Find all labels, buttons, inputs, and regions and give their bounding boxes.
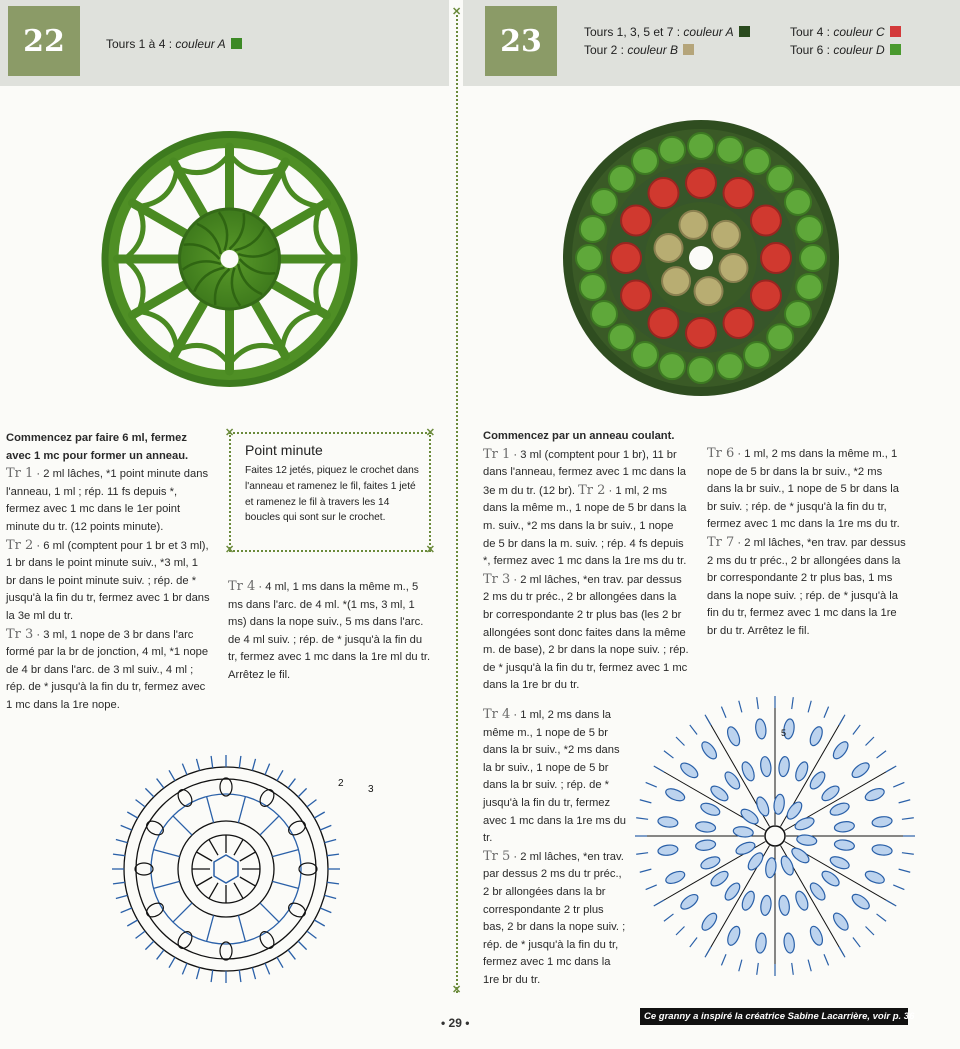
stitch-mark <box>793 815 815 832</box>
stitch-mark <box>220 942 232 960</box>
divider-cross-top: ✕ <box>452 6 462 18</box>
puff-stitch <box>688 357 714 383</box>
stitch-mark <box>824 707 829 718</box>
stitch-mark <box>654 900 664 906</box>
puff-stitch <box>785 189 811 215</box>
intro-text: Commencez par faire 6 ml, fermez avec 1 mc pour former un anneau. <box>6 432 189 462</box>
legend-color-label: couleur D <box>833 43 885 57</box>
row-instruction: Tr 7 · 2 ml lâches, *en trav. par dessus 2 ms du tr préc., 2 br allongées dans la br correspondante 2 tr plus bas, 1 ms dans la nope suiv. ; rép. de * jusqu'à la fin du tr, fermez avec 1 mc dans la 1re br du tr. Arrêtez le fil. <box>707 534 906 637</box>
stitch-mark <box>288 779 295 789</box>
stitch-mark <box>145 788 153 796</box>
stitch-mark <box>116 895 128 898</box>
stitch-mark <box>327 854 339 856</box>
stitch-mark <box>136 800 146 807</box>
stitch-mark <box>755 718 768 739</box>
stitch-mark <box>175 929 194 951</box>
stitch-mark <box>839 947 845 957</box>
stitch-mark <box>127 920 137 926</box>
stitch-mark <box>144 900 166 919</box>
stitch-mark <box>209 840 218 856</box>
legend-prefix: Tours 1, 3, 5 et 7 : <box>584 25 684 39</box>
stitch-mark <box>314 920 324 926</box>
stitch-mark <box>175 787 194 809</box>
stitch-mark <box>127 812 137 818</box>
stitch-mark <box>252 759 255 771</box>
pattern-22-instructions-col2 <box>228 578 434 685</box>
stitch-mark <box>699 911 719 933</box>
puff-stitch <box>724 178 754 208</box>
stitch-mark <box>899 800 911 803</box>
stitch-mark <box>664 914 674 921</box>
puff-stitch <box>744 148 770 174</box>
color-swatch-a <box>739 26 750 37</box>
stitch-mark <box>113 854 125 856</box>
page-number-value: 29 <box>448 1016 462 1030</box>
puff-stitch <box>796 216 822 242</box>
row-text: 2 ml lâches, *1 point minute dans l'anneau, 1 ml ; rép. 11 fs depuis *, fermez avec 1 mc dans le 1er point minute du tr. (12 points minute). <box>6 468 209 533</box>
puff-stitch <box>751 206 781 236</box>
row-label: Tr 4 <box>228 579 256 594</box>
puff-stitch <box>744 342 770 368</box>
stitch-mark <box>778 756 791 777</box>
puff-stitch <box>621 281 651 311</box>
stitch-mark <box>820 869 842 889</box>
puff-stitch <box>686 318 716 348</box>
puff-stitch <box>724 308 754 338</box>
stitch-mark <box>886 900 896 906</box>
color-legend-a <box>584 25 750 39</box>
puff-stitch <box>761 243 791 273</box>
stitch-mark <box>314 812 324 818</box>
stitch-mark <box>209 883 218 899</box>
stitch-mark <box>808 701 811 713</box>
stitch-mark <box>690 938 697 948</box>
stitch-mark <box>792 963 794 975</box>
row-text: 6 ml (comptent pour 1 br et 3 ml), 1 br dans le point minute suiv., *3 ml, 1 br dans le point minute suiv. ; rép. de * jusqu'à la fin du tr, fermez avec 1 br dans la 3e ml du tr. <box>6 539 210 622</box>
stitch-mark <box>808 769 828 791</box>
puff-stitch <box>580 216 606 242</box>
row-label: Tr 2 <box>578 482 606 498</box>
diagram-label: 2 <box>338 778 344 789</box>
stitch-mark <box>820 783 842 803</box>
stitch-mark <box>831 911 851 933</box>
stitch-mark <box>872 844 893 857</box>
stitch-mark <box>690 725 697 735</box>
stitch-mark <box>636 818 648 820</box>
stitch-mark <box>196 968 199 980</box>
stitch-mark <box>157 950 164 960</box>
stitch-mark <box>834 821 855 834</box>
stitch-mark <box>272 881 298 888</box>
stitch-mark <box>695 839 716 852</box>
puff-stitch <box>576 245 602 271</box>
puff-stitch <box>580 274 606 300</box>
row-label: Tr 3 <box>483 571 511 587</box>
stitch-mark <box>135 863 153 875</box>
stitch-mark <box>902 853 914 855</box>
row-instruction: Tr 5 · 2 ml lâches, *en trav. par dessus 2 ms du tr préc., 2 br allongées dans la br correspondante 2 tr plus bas, 2 br dans la nope suiv. ; rép. de * jusqu'à la fin du tr, fermez avec 1 mc dans la 1re br du tr. <box>483 848 626 986</box>
stitch-mark <box>636 853 648 855</box>
stitch-mark <box>207 915 214 941</box>
stitch-diagram-23 <box>630 690 920 982</box>
stitch-mark <box>757 963 759 975</box>
puff-stitch <box>695 277 723 305</box>
stitch-mark <box>709 869 731 889</box>
puff-stitch <box>621 206 651 236</box>
stitch-mark <box>808 725 825 747</box>
stitch-mark <box>705 947 711 957</box>
tip-text: Faites 12 jetés, piquez le crochet dans l'anneau et ramenez le fil, faites 1 jeté et ramenez le fil à travers les 14 boucles qui sont sur le crochet. <box>245 465 419 524</box>
tip-corner-cross: ✕ <box>425 427 435 439</box>
stitch-mark <box>169 770 175 780</box>
page-number: • 29 • <box>441 1016 470 1030</box>
puff-stitch <box>649 178 679 208</box>
stitch-mark <box>173 903 192 922</box>
puff-stitch <box>712 221 740 249</box>
stitch-mark <box>265 764 270 775</box>
pattern-23-instructions-col1 <box>483 428 689 695</box>
stitch-mark <box>239 970 241 982</box>
stitch-mark <box>196 759 199 771</box>
puff-stitch <box>662 267 690 295</box>
puff-stitch <box>591 189 617 215</box>
stitch-mark <box>211 970 213 982</box>
stitch-mark <box>307 800 317 807</box>
stitch-mark <box>238 915 245 941</box>
pattern-23-instructions-col1b <box>483 706 627 990</box>
row-instruction: Tr 3 · 3 ml, 1 nope de 3 br dans l'arc formé par la br de jonction, 4 ml, *1 nope de 4 br dans l'arc. de 3 ml suiv., 4 ml ; rép. de * jusqu'à la fin du tr, fermez avec 1 mc dans la 1re nope. <box>6 626 209 711</box>
stitch-mark <box>721 954 726 965</box>
stitch-mark <box>325 895 337 898</box>
puff-stitch <box>655 234 683 262</box>
puff-stitch <box>632 342 658 368</box>
stitch-mark <box>864 786 886 803</box>
stitch-mark <box>722 881 742 903</box>
row-instruction: Tr 3 · 2 ml lâches, *en trav. par dessus 2 ms du tr préc., 2 br allongées dans la br correspondante 2 tr plus bas (les 2 br allongées sont donc faites dans la même m. de base), 2 br dans la nope suiv. ; rép. de * jusqu'à la fin du tr, fermez avec 1 mc dans la 1re br du tr. <box>483 571 689 692</box>
stitch-mark <box>708 783 730 803</box>
stitch-mark <box>678 760 700 780</box>
puff-stitch <box>659 353 685 379</box>
stitch-mark <box>207 797 214 823</box>
stitch-mark <box>678 892 700 912</box>
stitch-mark <box>893 782 904 787</box>
row-label: Tr 3 <box>6 626 34 642</box>
row-text: 2 ml lâches, *en trav. par dessus 2 ms du tr préc., 2 br allongées dans la br correspondante 2 tr plus bas, 1 ms dans la nope suiv. ; rép. de * jusqu'à la fin du tr, fermez avec 1 mc dans la 1re br du tr. Arrêtez le fil. <box>707 536 906 637</box>
row-label: Tr 7 <box>707 534 735 550</box>
stitch-mark <box>676 927 684 935</box>
stitch-mark <box>239 756 241 768</box>
stitch-mark <box>722 770 742 792</box>
puff-stitch <box>767 166 793 192</box>
legend-prefix: Tour 6 : <box>790 43 834 57</box>
stitch-mark <box>197 852 213 861</box>
stitch-mark <box>808 881 828 903</box>
color-legend-b <box>584 43 694 57</box>
stitch-mark <box>657 844 678 857</box>
stitch-mark <box>197 877 213 886</box>
granny-23-photo <box>560 116 842 400</box>
puff-stitch <box>659 137 685 163</box>
stitch-mark <box>640 800 652 803</box>
puff-stitch <box>717 137 743 163</box>
legend-prefix: Tour 4 : <box>790 25 834 39</box>
puff-stitch <box>591 301 617 327</box>
stitch-mark <box>721 707 726 718</box>
stitch-mark <box>211 756 213 768</box>
stitch-mark <box>725 725 742 747</box>
row-text: 2 ml lâches, *en trav. par dessus 2 ms du tr préc., 2 br allongées dans la br correspondante 2 tr plus bas (les 2 br allongées sont donc faites dans la même m. de base), 2 br dans la nope suiv. ; rép. de * jusqu'à la fin du tr, fermez avec 1 mc dans la 1re br du tr. <box>483 573 689 692</box>
stitch-mark <box>257 929 276 951</box>
stitch-mark <box>327 882 339 884</box>
row-label: Tr 5 <box>483 848 511 864</box>
stitch-mark <box>824 954 829 965</box>
tip-box-point-minute <box>225 427 435 556</box>
stitch-mark <box>173 816 192 835</box>
stitch-mark <box>902 818 914 820</box>
stitch-mark <box>182 764 187 775</box>
stitch-mark <box>739 960 742 972</box>
row-text: 2 ml lâches, *en trav. par dessus 2 ms du tr préc., 2 br allongées dans la br correspondante 2 tr plus bas, 2 br dans la nope suiv. ; rép. de * jusqu'à la fin du tr, fermez avec 1 mc dans la 1re br du tr. <box>483 850 626 986</box>
stitch-mark <box>265 963 270 974</box>
stitch-mark <box>154 881 180 888</box>
stitch-mark <box>808 960 811 972</box>
legend-prefix: Tour 2 : <box>584 43 628 57</box>
stitch-mark <box>238 797 245 823</box>
stitch-mark <box>695 821 716 834</box>
stitch-mark <box>154 850 180 857</box>
page-divider <box>456 10 458 993</box>
stitch-mark <box>760 895 773 916</box>
row-instruction: Tr 2 · 6 ml (comptent pour 1 br et 3 ml), 1 br dans le point minute suiv., *3 ml, 1 br dans le point minute suiv. ; rép. de * jusqu'à la fin du tr, fermez avec 1 br dans la 3e ml du tr. <box>6 537 210 622</box>
stitch-mark <box>240 877 256 886</box>
stitch-mark <box>853 725 860 735</box>
puff-stitch <box>717 353 743 379</box>
pattern-number-23: 23 <box>485 6 557 76</box>
tip-corner-cross: ✕ <box>425 544 435 556</box>
stitch-mark <box>277 770 283 780</box>
puff-stitch <box>767 324 793 350</box>
row-text: 4 ml, 1 ms dans la même m., 5 ms dans l'arc. de 4 ml. *(1 ms, 3 ml, 1 ms) dans la nope suiv., 5 ms dans l'arc. de 4 ml suiv. ; rép. de * jusqu'à la fin du tr, fermez avec 1 mc dans la 1re ml du tr. Arrêtez le fil. <box>228 581 431 681</box>
stitch-mark <box>157 779 164 789</box>
stitch-mark <box>676 737 684 745</box>
stitch-mark <box>144 818 166 837</box>
stitch-mark <box>877 914 887 921</box>
stitch-mark <box>260 816 279 835</box>
row-label: Tr 6 <box>707 446 735 461</box>
legend-color-label: couleur A <box>683 25 734 39</box>
tip-corner-cross: ✕ <box>225 544 235 556</box>
puff-stitch <box>649 308 679 338</box>
color-legend-c <box>790 25 901 39</box>
stitch-mark <box>725 925 742 947</box>
stitch-mark <box>288 950 295 960</box>
stitch-mark <box>757 697 759 709</box>
stitch-mark <box>320 825 331 830</box>
stitch-mark <box>779 854 796 876</box>
stitch-diagram-22 <box>104 738 374 1000</box>
row-label: Tr 1 <box>483 446 511 462</box>
tip-corner-cross: ✕ <box>225 427 235 439</box>
stitch-mark <box>298 941 306 949</box>
color-legend-d <box>790 43 901 57</box>
color-swatch-d <box>890 44 901 55</box>
stitch-mark <box>299 863 317 875</box>
legend-prefix: Tours 1 à 4 : <box>106 37 176 51</box>
stitch-mark <box>234 883 243 899</box>
diagram-label: 5 <box>781 728 787 738</box>
row-label: Tr 2 <box>6 537 34 553</box>
stitch-mark <box>136 931 146 938</box>
puff-stitch <box>800 245 826 271</box>
stitch-mark <box>850 892 872 912</box>
stitch-mark <box>792 697 794 709</box>
color-legend-left <box>106 37 242 51</box>
stitch-mark <box>760 756 773 777</box>
row-instruction: Tr 4 · 4 ml, 1 ms dans la même m., 5 ms dans l'arc. de 4 ml. *(1 ms, 3 ml, 1 ms) dans la nope suiv., 5 ms dans l'arc. de 4 ml suiv. ; rép. de * jusqu'à la fin du tr, fermez avec 1 mc dans la 1re ml du tr. Arrêtez le fil. <box>228 579 431 681</box>
legend-color-label: couleur A <box>175 37 226 51</box>
stitch-mark <box>783 932 796 953</box>
stitch-mark <box>234 840 243 856</box>
puff-stitch <box>632 148 658 174</box>
stitch-mark <box>654 766 664 772</box>
stitch-mark <box>778 895 791 916</box>
stitch-mark <box>286 818 308 837</box>
row-text: 1 ml, 2 ms dans la même m., 1 nope de 5 br dans la br suiv., *2 ms dans la br suiv., 1 nope de 5 br dans la br suiv. ; rép. de * jusqu'à la fin du tr, fermez avec 1 mc dans la 1re ms du tr. <box>483 709 627 845</box>
stitch-mark <box>705 715 711 725</box>
figure-caption: Ce granny a inspiré la créatrice Sabine Lacarrière, voir p. 36 <box>640 1008 908 1025</box>
stitch-mark <box>664 869 686 886</box>
stitch-mark <box>121 908 132 913</box>
stitch-mark <box>113 882 125 884</box>
color-swatch-a <box>231 38 242 49</box>
pattern-23-instructions-col2 <box>707 445 907 641</box>
doily-22-photo <box>97 125 362 393</box>
tip-title: Point minute <box>245 442 323 458</box>
stitch-mark <box>657 816 678 829</box>
stitch-mark <box>640 869 652 872</box>
stitch-mark <box>169 957 175 967</box>
row-text: 1 ml, 2 ms dans la même m., 1 nope de 5 br dans la m. suiv., *2 ms dans la br suiv., 1 nope de 5 br dans la m. suiv. ; rép. 4 fs depuis *, fermez avec 1 mc dans la 1re ms du tr. <box>483 484 687 568</box>
stitch-mark <box>240 852 256 861</box>
pattern-22-instructions-col1 <box>6 430 210 715</box>
stitch-mark <box>866 737 874 745</box>
stitch-mark <box>739 701 742 713</box>
intro-text: Commencez par un anneau coulant. <box>483 430 675 442</box>
stitch-mark <box>755 933 768 954</box>
diagram-label: 3 <box>368 784 374 795</box>
stitch-mark <box>220 778 232 796</box>
stitch-mark <box>286 900 308 919</box>
stitch-mark <box>886 766 896 772</box>
stitch-mark <box>182 963 187 974</box>
legend-color-label: couleur B <box>627 43 679 57</box>
row-label: Tr 4 <box>483 707 511 722</box>
row-instruction: Tr 4 · 1 ml, 2 ms dans la même m., 1 nope de 5 br dans la br suiv., *2 ms dans la br suiv., 1 nope de 5 br dans la br suiv. ; rép. de * jusqu'à la fin du tr, fermez avec 1 mc dans la 1re ms du tr. <box>483 707 627 845</box>
stitch-mark <box>864 869 886 886</box>
stitch-mark <box>325 839 337 842</box>
stitch-mark <box>834 839 855 852</box>
stitch-mark <box>646 782 657 787</box>
stitch-mark <box>893 885 904 890</box>
puff-stitch <box>611 243 641 273</box>
color-swatch-c <box>890 26 901 37</box>
stitch-mark <box>871 816 892 829</box>
stitch-mark <box>866 927 874 935</box>
puff-stitch <box>796 274 822 300</box>
puff-stitch <box>609 166 635 192</box>
divider-cross-bottom: ✕ <box>452 984 462 996</box>
stitch-mark <box>260 903 279 922</box>
puff-stitch <box>785 301 811 327</box>
stitch-mark <box>257 787 276 809</box>
stitch-mark <box>121 825 132 830</box>
stitch-mark <box>116 839 128 842</box>
stitch-mark <box>699 739 719 761</box>
stitch-mark <box>298 788 306 796</box>
row-text: 3 ml, 1 nope de 3 br dans l'arc formé par la br de jonction, 4 ml, *1 nope de 4 br dans l'arc. de 3 ml suiv., 4 ml ; rép. de * jusqu'à la fin du tr, fermez avec 1 mc dans la 1re nope. <box>6 628 209 711</box>
stitch-mark <box>307 931 317 938</box>
pattern-number-22: 22 <box>8 6 80 76</box>
row-label: Tr 1 <box>6 466 34 482</box>
stitch-mark <box>853 938 860 948</box>
puff-stitch <box>686 168 716 198</box>
stitch-mark <box>252 968 255 980</box>
stitch-mark <box>839 715 845 725</box>
stitch-mark <box>808 925 825 947</box>
puff-stitch <box>679 211 707 239</box>
legend-color-label: couleur C <box>833 25 885 39</box>
puff-stitch <box>751 281 781 311</box>
puff-stitch <box>719 254 747 282</box>
stitch-mark <box>734 840 756 857</box>
row-instruction: Tr 6 · 1 ml, 2 ms dans la même m., 1 nope de 5 br dans la br suiv., *2 ms dans la br suiv., 1 nope de 5 br dans la br suiv. ; rép. de * jusqu'à la fin du tr, fermez avec 1 mc dans la 1re ms du tr. <box>707 446 900 531</box>
stitch-mark <box>899 869 911 872</box>
stitch-mark <box>664 751 674 758</box>
stitch-mark <box>754 795 771 817</box>
color-swatch-b <box>683 44 694 55</box>
puff-stitch <box>609 324 635 350</box>
row-instruction: Tr 1 · 2 ml lâches, *1 point minute dans l'anneau, 1 ml ; rép. 11 fs depuis *, fermez avec 1 mc dans le 1er point minute du tr. (12 points minute). <box>6 466 209 533</box>
stitch-mark <box>877 751 887 758</box>
row-instruction: Tr 1 · 3 ml (comptent pour 1 br), 11 br dans l'anneau, fermez avec 1 mc dans la 3e m du tr. (12 br). Tr 2 · 1 ml, 2 ms dans la même m., 1 nope de 5 br dans la m. suiv., *2 ms dans la br suiv., 1 nope de 5 br dans la m. suiv. ; rép. 4 fs depuis *, fermez avec 1 mc dans la 1re ms du tr. <box>483 446 687 568</box>
stitch-mark <box>646 885 657 890</box>
row-text: 1 ml, 2 ms dans la même m., 1 nope de 5 br dans la br suiv., *2 ms dans la br suiv., 1 nope de 5 br dans la br suiv. ; rép. de * jusqu'à la fin du tr, fermez avec 1 mc dans la 1re ms du tr. <box>707 448 900 531</box>
stitch-mark <box>272 850 298 857</box>
puff-stitch <box>688 133 714 159</box>
stitch-mark <box>831 739 851 761</box>
stitch-mark <box>664 786 686 803</box>
stitch-mark <box>850 760 872 780</box>
stitch-mark <box>277 957 283 967</box>
stitch-mark <box>320 908 331 913</box>
row-text: 3 ml (comptent pour 1 br), 11 br dans l'anneau, fermez avec 1 mc dans la 3e m du tr. (12 br). <box>483 448 687 497</box>
stitch-mark <box>145 941 153 949</box>
